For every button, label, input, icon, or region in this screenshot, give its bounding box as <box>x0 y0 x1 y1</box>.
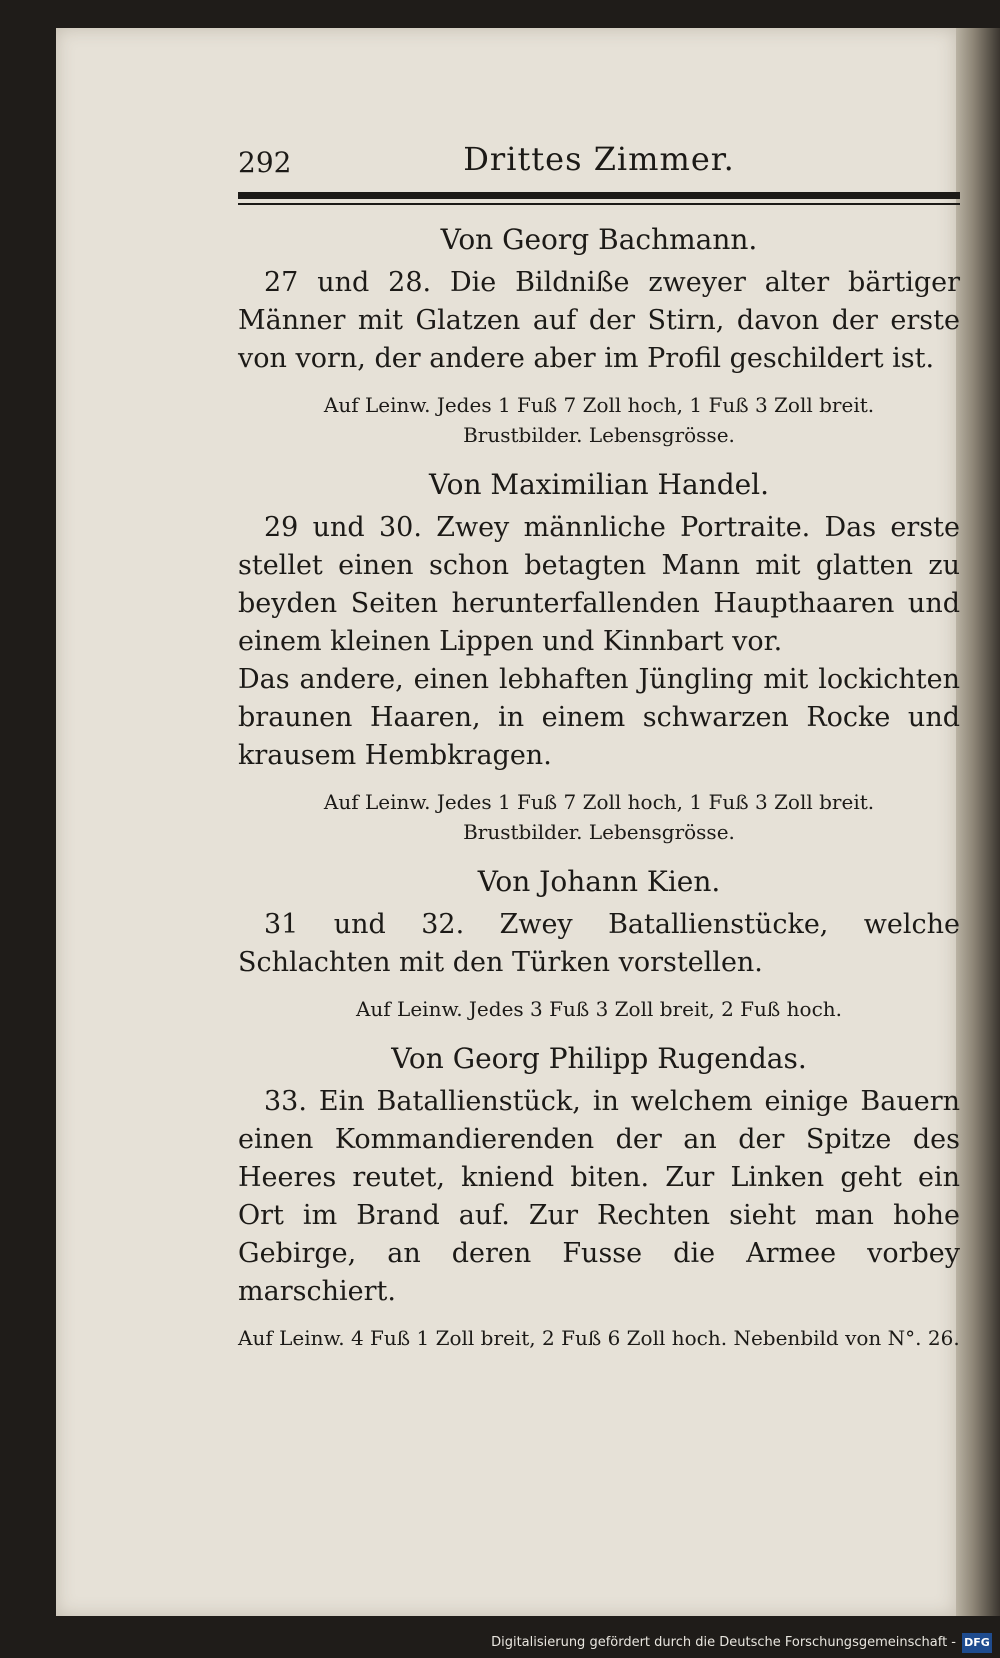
digitization-footer <box>0 1628 1000 1658</box>
page-number: 292 <box>238 146 292 179</box>
footer-credit: Digitalisierung gefördert durch die Deutsche Forschungsgemeinschaft - <box>491 1635 956 1650</box>
section-heading: Von Maximilian Handel. <box>428 468 770 501</box>
text-block <box>238 140 960 1353</box>
section-heading: Von Johann Kien. <box>477 865 721 898</box>
running-head: Drittes Zimmer. <box>463 140 735 178</box>
entry-note: Auf Leinw. 4 Fuß 1 Zoll breit, 2 Fuß 6 Zoll hoch. Nebenbild von N°. 26. <box>238 1326 960 1350</box>
entry-note: Auf Leinw. Jedes 1 Fuß 7 Zoll hoch, 1 Fuß 3 Zoll breit. <box>323 393 875 417</box>
page-edge <box>956 28 1000 1616</box>
entry-paragraph: 31 und 32. Zwey Batallienstücke, welche Schlachten mit den Türken vorstellen. <box>238 909 960 978</box>
section-heading: Von Georg Bachmann. <box>440 223 758 256</box>
header-rule-thin <box>238 203 960 205</box>
entry-note: Brustbilder. Lebensgrösse. <box>463 423 735 447</box>
header-rule-thick <box>238 192 960 199</box>
entry-note: Auf Leinw. Jedes 1 Fuß 7 Zoll hoch, 1 Fuß 3 Zoll breit. <box>323 790 875 814</box>
entry-paragraph: 33. Ein Batallienstück, in welchem einige Bauern einen Kommandierenden der an der Spitze des Heeres reutet, kniend biten. Zur Linken geht ein Ort im Brand auf. Zur Rechten sieht man hohe Gebirge, an deren Fusse die Armee vorbey marschiert. <box>238 1086 960 1307</box>
entry-paragraph: Das andere, einen lebhaften Jüngling mit lockichten braunen Haaren, in einem schwarzen Rocke und krausem Hembkragen. <box>238 664 960 771</box>
dfg-logo: DFG <box>962 1633 992 1653</box>
entry-paragraph: 29 und 30. Zwey männliche Portraite. Das erste stellet einen schon betagten Mann mit glatten zu beyden Seiten herunterfallenden Haupthaaren und einem kleinen Lippen und Kinnbart vor. <box>238 512 960 657</box>
entry-note: Brustbilder. Lebensgrösse. <box>463 820 735 844</box>
entry-paragraph: 27 und 28. Die Bildniße zweyer alter bärtiger Männer mit Glatzen auf der Stirn, davon der erste von vorn, der andere aber im Profil geschildert ist. <box>238 267 960 374</box>
page-header <box>238 140 960 188</box>
section-heading: Von Georg Philipp Rugendas. <box>391 1042 807 1075</box>
entry-note: Auf Leinw. Jedes 3 Fuß 3 Zoll breit, 2 Fuß hoch. <box>355 997 843 1021</box>
